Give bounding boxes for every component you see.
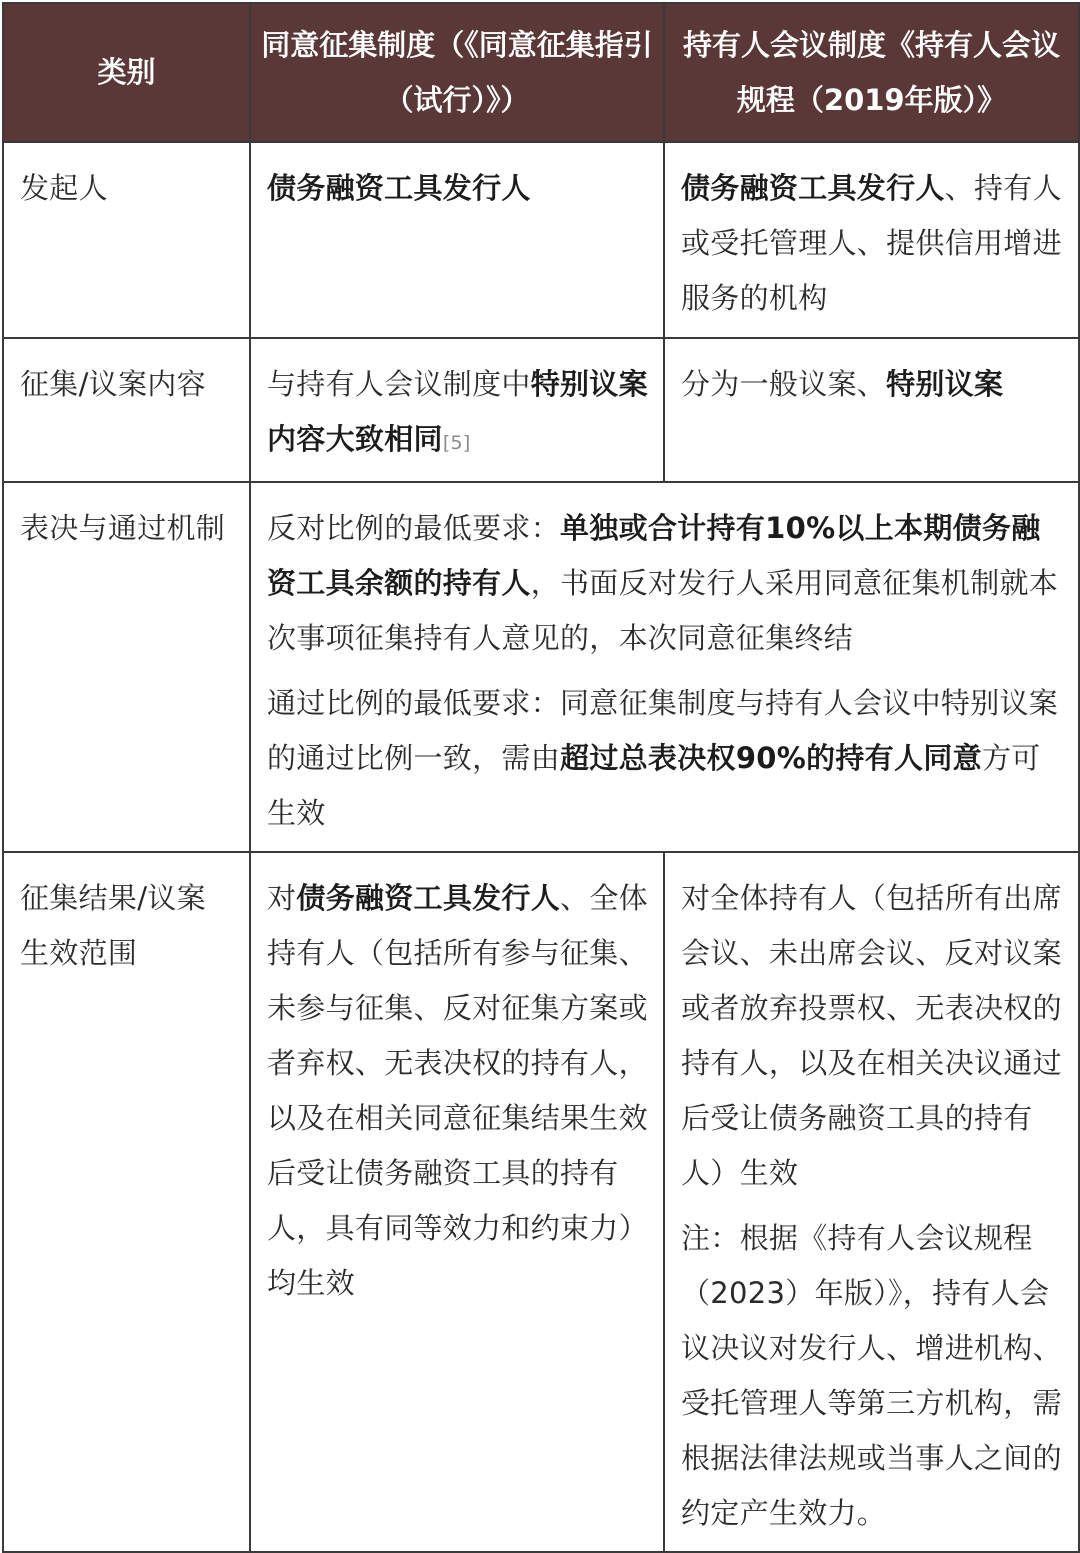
row-label-voting: 表决与通过机制 [3,482,250,852]
paragraph-approval-threshold [267,676,1064,841]
bold-text: 债务融资工具发行人 [681,171,945,205]
voting-merged-cell [250,482,1079,852]
header-row [3,3,1079,142]
initiator-meeting-cell [664,142,1079,338]
bold-text: 特别议案内容大致相同 [267,367,648,456]
cell-text: ，书面反对发行人采用同意征集机制就本次事项征集持有人意见的，本次同意征集终结 [267,566,1059,655]
footnote-reference[interactable]: [5] [442,432,471,454]
row-label-content: 征集/议案内容 [3,338,250,482]
table-row [3,852,1079,1552]
paragraph-objection-threshold [267,501,1064,666]
cell-text: 通过比例的最低要求：同意征集制度与持有人会议中特别议案的通过比例一致，需由 [267,686,1059,775]
row-label-initiator: 发起人 [3,142,250,338]
paragraph-meeting-scope: 对全体持有人（包括所有出席会议、未出席会议、反对议案或者放弃投票权、无表决权的持有人，以及在相关决议通过后受让债务融资工具的持有人）生效 [681,881,1062,1190]
cell-text: 对 [267,881,297,915]
cell-text: 分为一般议案、 [681,367,887,401]
table-row [3,142,1079,338]
table-row [3,338,1079,482]
bold-text: 超过总表决权90%的持有人同意 [560,741,982,775]
cell-text: 与持有人会议制度中 [267,367,531,401]
initiator-consent-cell [250,142,664,338]
scope-meeting-cell [664,852,1079,1552]
cell-text: 、持有人或受托管理人、提供信用增进服务的机构 [681,171,1062,315]
content-consent-cell [250,338,664,482]
bold-text: 特别议案 [886,367,1004,401]
content-meeting-cell [664,338,1079,482]
bold-text: 单独或合计持有10%以上本期债务融资工具余额的持有人 [267,511,1041,600]
cell-text: 、全体持有人（包括所有参与征集、未参与征集、反对征集方案或者弃权、无表决权的持有人，以及在相关同意征集结果生效后受让债务融资工具的持有人，具有同等效力和约束力）均生效 [267,881,648,1300]
header-meeting-system: 持有人会议制度《持有人会议规程（2019年版）》 [664,3,1079,142]
scope-consent-cell [250,852,664,1552]
header-category: 类别 [3,3,250,142]
bold-text: 债务融资工具发行人 [296,881,561,915]
comparison-table [2,2,1080,1553]
cell-text: 方可生效 [267,741,1041,830]
cell-text: 反对比例的最低要求： [267,511,561,545]
row-label-scope: 征集结果/议案生效范围 [3,852,250,1552]
paragraph-note: 注：根据《持有人会议规程（2023）年版）》，持有人会议决议对发行人、增进机构、受托管理人等第三方机构，需根据法律法规或当事人之间的约定产生效力。 [681,1221,1062,1530]
bold-text: 债务融资工具发行人 [267,171,531,205]
table-row [3,482,1079,852]
header-consent-system: 同意征集制度（《同意征集指引（试行）》） [250,3,664,142]
